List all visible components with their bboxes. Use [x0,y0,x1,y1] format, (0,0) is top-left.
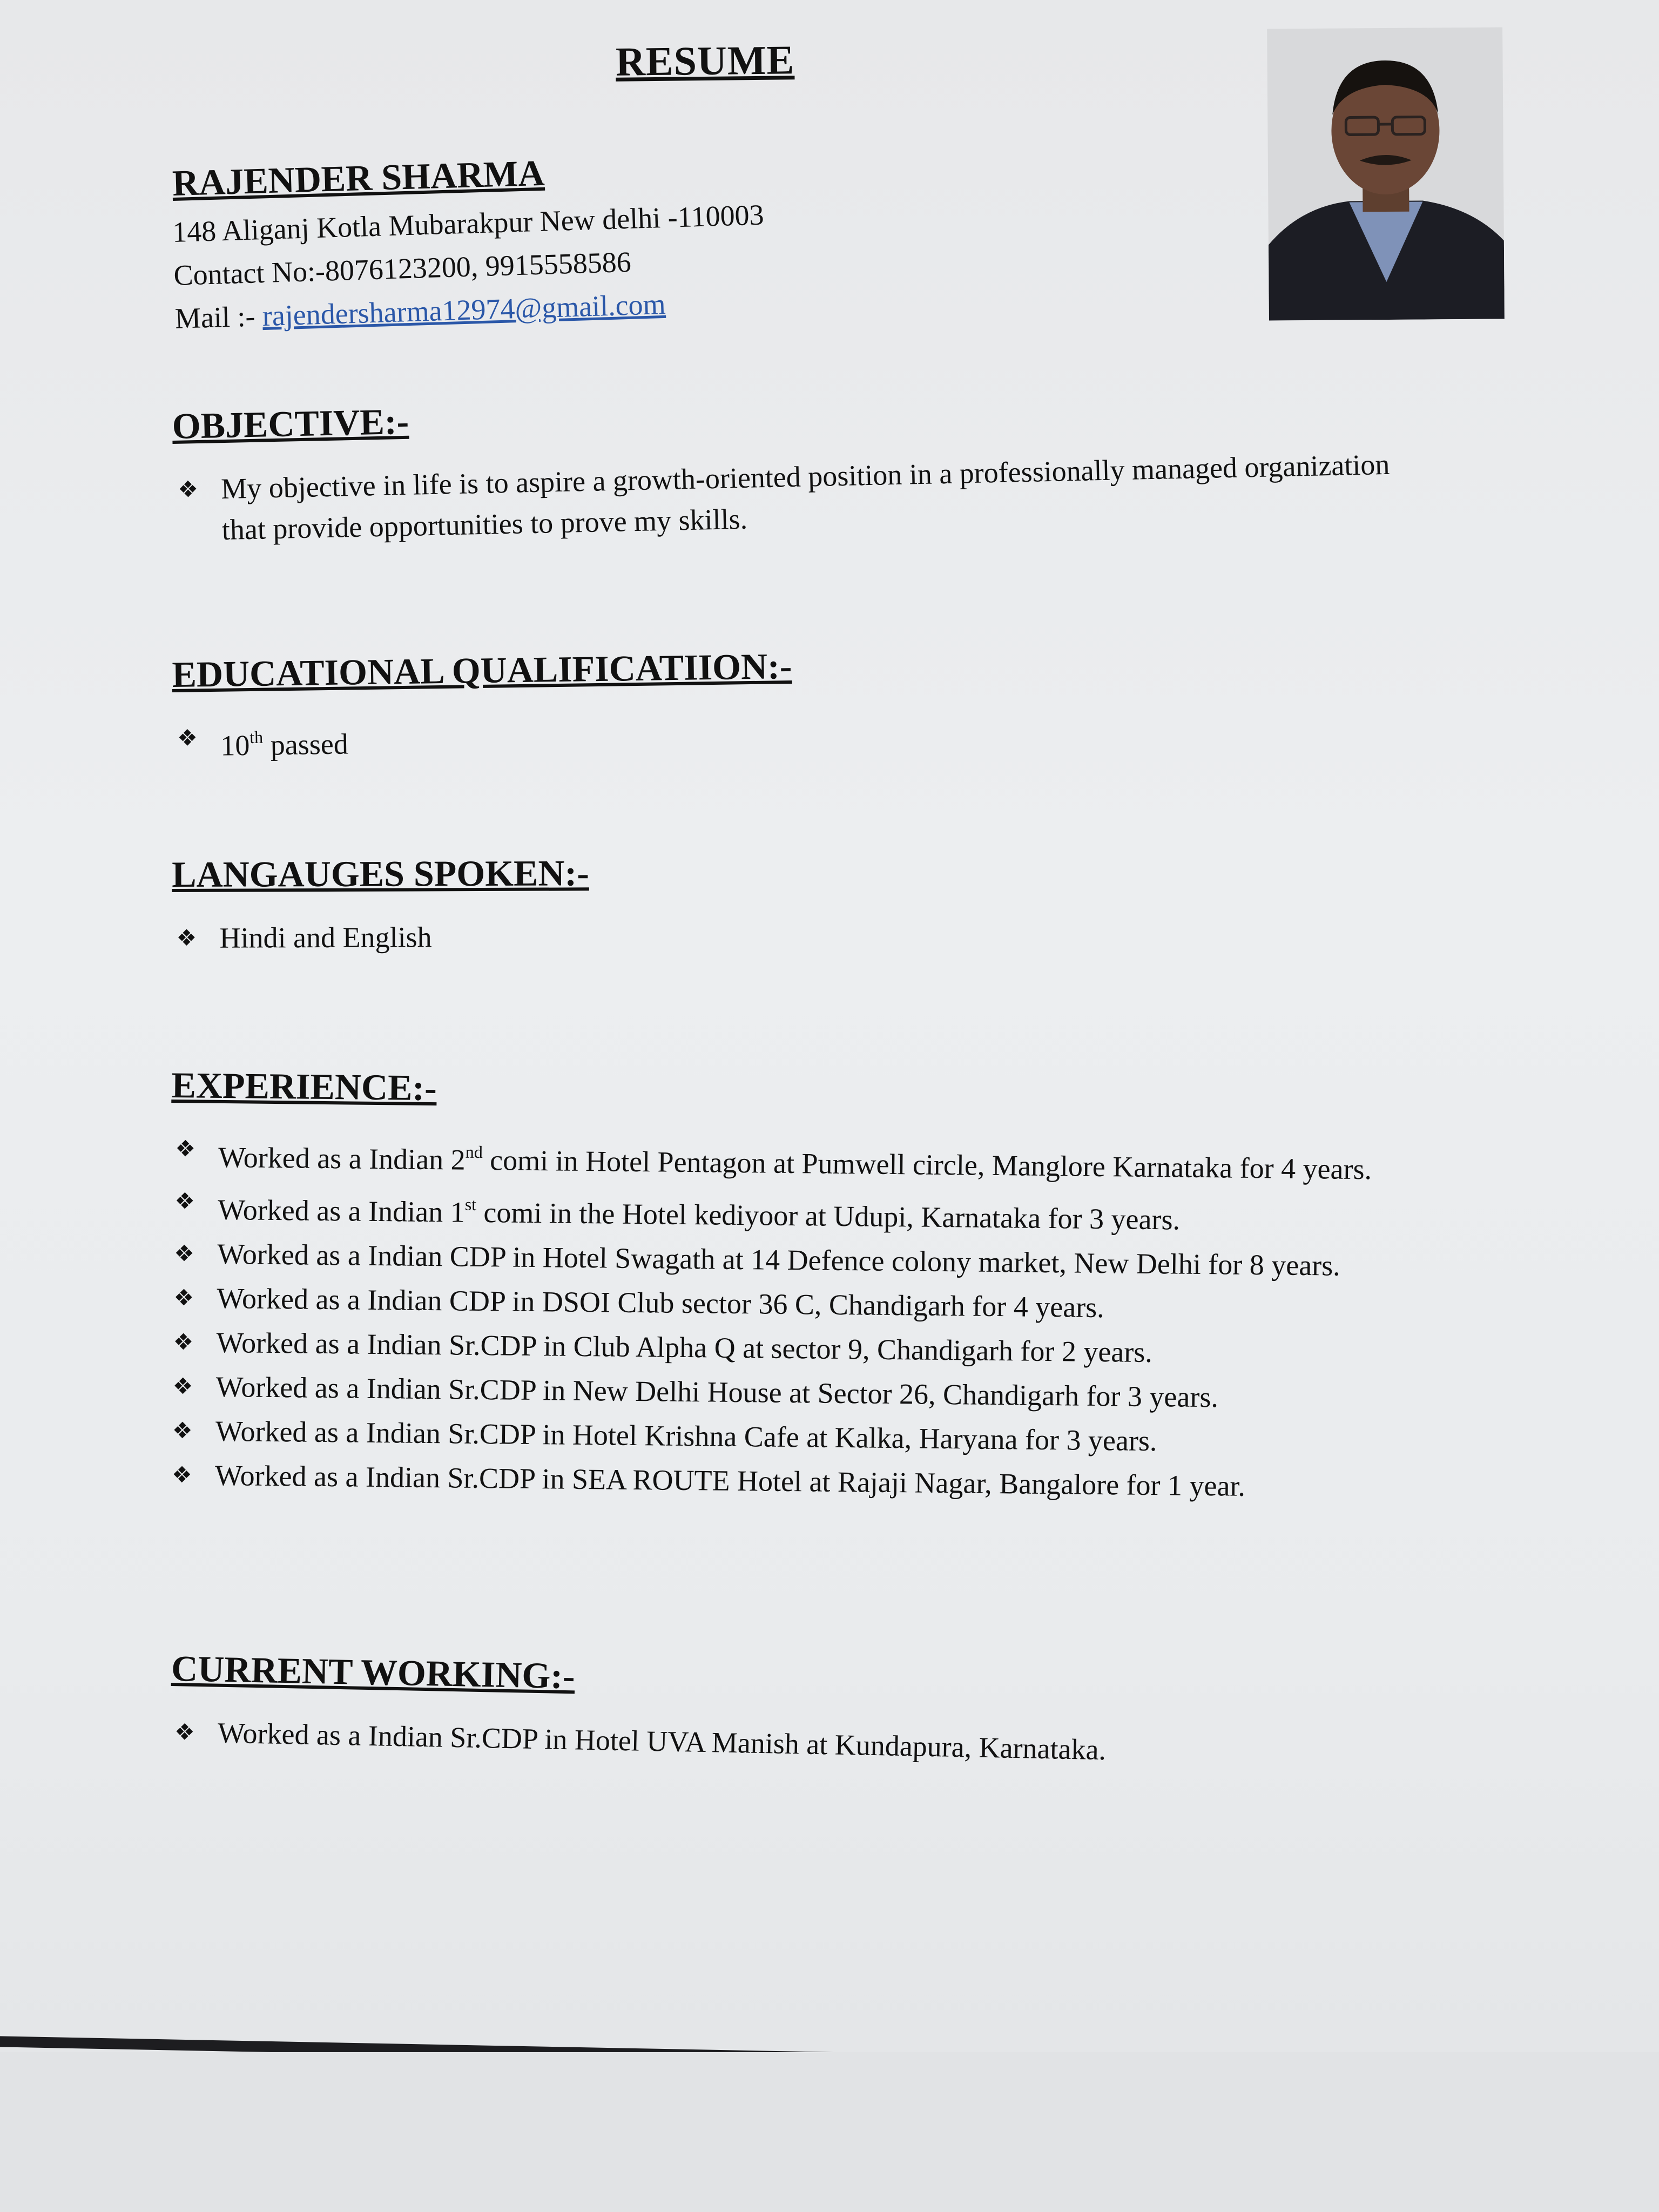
diamond-bullet-icon: ❖ [176,924,197,951]
diamond-bullet-icon: ❖ [172,1417,193,1444]
current-working-text: Worked as a Indian Sr.CDP in Hotel UVA Manish at Kundapura, Karnataka. [217,1716,1107,1766]
diamond-bullet-icon: ❖ [174,1240,195,1267]
diamond-bullet-icon: ❖ [173,1284,194,1311]
objective-section [172,379,1417,558]
experience-text: Worked as a Indian 2 [218,1141,466,1176]
experience-text: Worked as a Indian Sr.CDP in SEA ROUTE Hotel at Rajaji Nagar, Bangalore for 1 year. [214,1459,1246,1502]
experience-text-rest: comi in the Hotel kediyoor at Udupi, Karnataka for 3 years. [476,1196,1181,1236]
languages-section [172,849,1252,965]
candidate-name: RAJENDER SHARMA [172,152,545,204]
experience-section [167,1064,1457,1512]
education-section [172,638,1253,773]
list-item [172,914,1252,959]
diamond-bullet-icon: ❖ [175,1135,196,1162]
person-photo-icon [1267,27,1505,320]
diamond-bullet-icon: ❖ [171,1461,192,1488]
experience-text: Worked as a Indian Sr.CDP in New Delhi House at Sector 26, Chandigarh for 3 years. [215,1370,1219,1414]
languages-list [172,914,1252,959]
profile-photo [1267,27,1505,320]
education-text-rest: passed [262,727,349,761]
ordinal-suffix: nd [465,1142,483,1162]
document-title: RESUME [615,37,795,85]
lower-background [0,2052,1659,2212]
diamond-bullet-icon: ❖ [173,1328,194,1355]
experience-text: Worked as a Indian Sr.CDP in Club Alpha Q at sector 9, Chandigarh for 2 years. [216,1326,1153,1369]
experience-heading: EXPERIENCE:- [171,1064,437,1109]
diamond-bullet-icon: ❖ [172,1373,193,1400]
diamond-bullet-icon: ❖ [174,1188,195,1215]
objective-text: My objective in life is to aspire a growth-oriented position in a professionally managed organization that provide opportunities to prove my skills. [220,448,1390,547]
education-text: 10 [220,729,250,762]
objective-heading: OBJECTIVE:- [172,400,409,447]
diamond-bullet-icon: ❖ [177,476,199,503]
diamond-bullet-icon: ❖ [177,724,198,751]
current-working-section [170,1647,1468,1784]
experience-text: Worked as a Indian CDP in Hotel Swagath at 14 Defence colony market, New Delhi for 8 years. [217,1237,1341,1282]
list-item [170,1181,1456,1243]
ordinal-suffix: th [249,727,264,747]
experience-text: Worked as a Indian Sr.CDP in Hotel Krishna Cafe at Kalka, Haryana for 3 years. [215,1414,1157,1458]
ordinal-suffix: st [464,1194,477,1214]
education-heading: EDUCATIONAL QUALIFICATIION:- [172,645,792,695]
experience-text: Worked as a Indian 1 [217,1193,465,1229]
address-line: 148 Aliganj Kotla Mubarakpur New delhi -110003 [172,198,765,248]
experience-text: Worked as a Indian CDP in DSOI Club sector 36 C, Chandigarh for 4 years. [217,1282,1105,1324]
current-working-heading: CURRENT WORKING:- [171,1647,576,1697]
experience-text-rest: comi in Hotel Pentagon at Pumwell circle, Manglore Karnataka for 4 years. [482,1144,1372,1186]
contact-block [172,193,767,340]
languages-text: Hindi and English [219,921,432,954]
email-link[interactable]: rajendersharma12974@gmail.com [261,287,666,333]
phone-line: Contact No:-8076123200, 9915558586 [173,245,632,292]
diamond-bullet-icon: ❖ [174,1718,195,1745]
languages-heading: LANGAUGES SPOKEN:- [172,852,589,895]
mail-label: Mail :- [174,300,263,335]
experience-list [167,1128,1456,1509]
